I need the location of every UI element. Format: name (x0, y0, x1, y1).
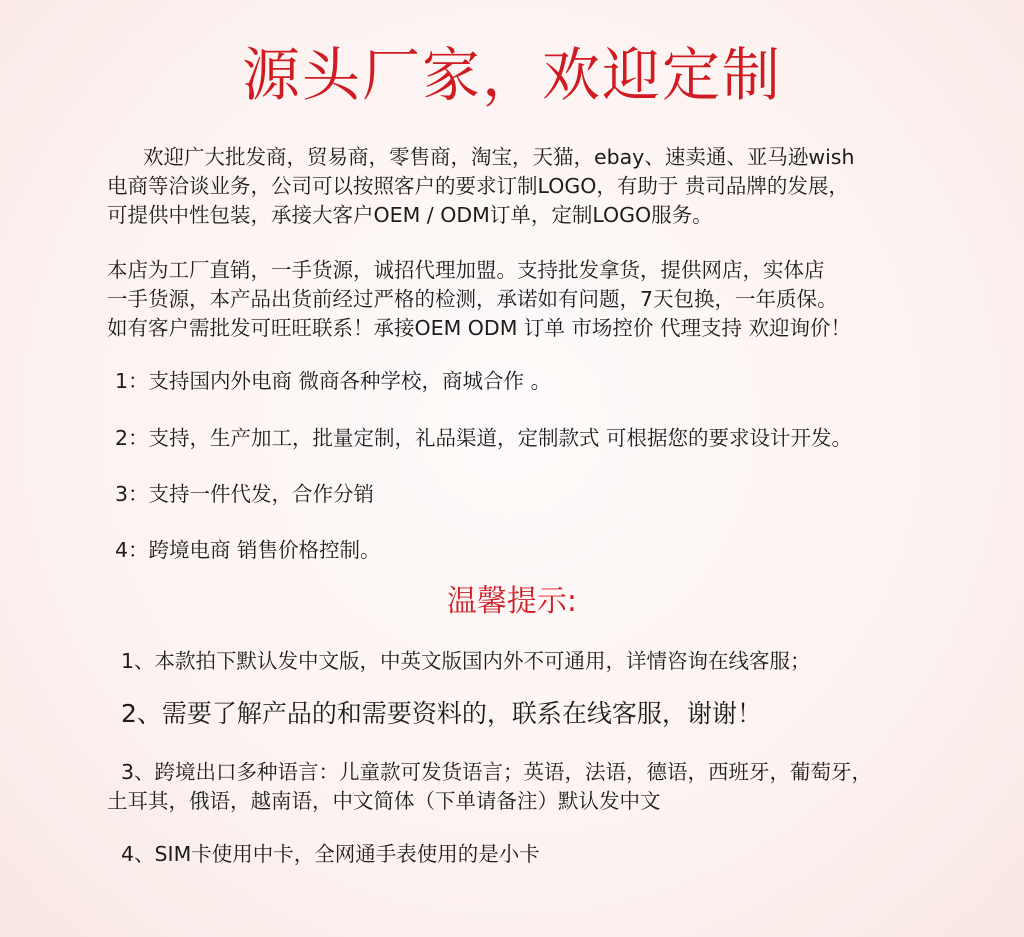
factory-line: 一手货源，本产品出货前经过严格的检测，承诺如有问题，7天包换，一年质保。 (107, 287, 838, 311)
service-item: 2：支持，生产加工，批量定制，礼品渠道，定制款式 可根据您的要求设计开发。 (115, 426, 853, 450)
service-item: 1：支持国内外电商 微商各种学校，商城合作 。 (115, 369, 552, 393)
factory-line: 本店为工厂直销，一手货源，诚招代理加盟。支持批发拿货，提供网店，实体店 (107, 258, 825, 282)
tip-item: 2、需要了解产品的和需要资料的，联系在线客服，谢谢！ (121, 699, 762, 728)
service-item: 4：跨境电商 销售价格控制。 (115, 538, 381, 562)
tip-item-continued: 土耳其，俄语，越南语，中文简体（下单请备注）默认发中文 (107, 789, 661, 813)
tips-heading: 温馨提示: (446, 584, 578, 619)
factory-line: 如有客户需批发可旺旺联系！承接OEM ODM 订单 市场控价 代理支持 欢迎询价！ (107, 316, 851, 340)
intro-line: 可提供中性包装，承接大客户OEM / ODM订单，定制LOGO服务。 (107, 203, 713, 227)
tip-item: 1、本款拍下默认发中文版，中英文版国内外不可通用，详情咨询在线客服； (121, 649, 811, 673)
intro-line: 电商等洽谈业务，公司可以按照客户的要求订制LOGO，有助于 贵司品牌的发展， (107, 174, 849, 198)
service-item: 3：支持一件代发，合作分销 (115, 482, 375, 506)
tip-item: 4、SIM卡使用中卡，全网通手表使用的是小卡 (121, 842, 540, 866)
intro-line: 欢迎广大批发商，贸易商，零售商，淘宝，天猫，ebay、速卖通、亚马逊wish (143, 145, 855, 169)
page-title: 源头厂家，欢迎定制 (241, 41, 782, 109)
tip-item: 3、跨境出口多种语言：儿童款可发货语言；英语，法语，德语，西班牙，葡萄牙， (121, 760, 873, 784)
